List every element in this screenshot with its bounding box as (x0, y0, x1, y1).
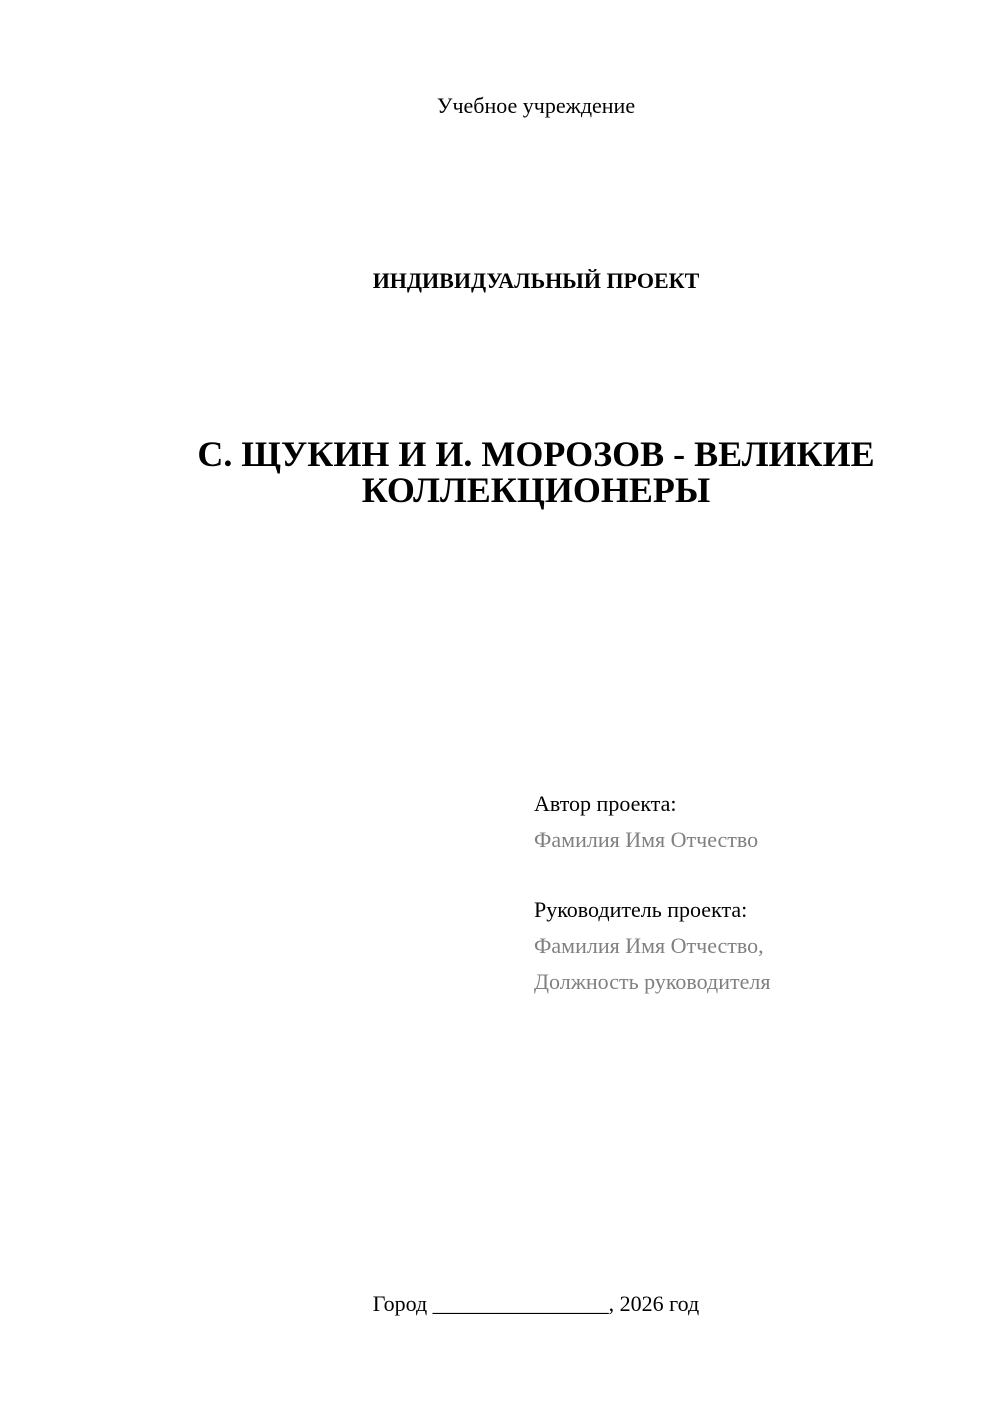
city-year-footer: Город ________________, 2026 год (372, 1291, 700, 1316)
project-title (120, 436, 952, 508)
supervisor-name: Фамилия Имя Отчество, (534, 933, 764, 958)
supervisor-label: Руководитель проекта: (534, 897, 748, 922)
author-block (534, 786, 954, 858)
author-label: Автор проекта: (534, 791, 677, 816)
project-title-line-1: С. ЩУКИН И И. МОРОЗОВ - ВЕЛИКИЕ (197, 434, 875, 474)
project-type-heading: ИНДИВИДУАЛЬНЫЙ ПРОЕКТ (372, 268, 700, 293)
author-name: Фамилия Имя Отчество (534, 827, 759, 852)
institution-name: Учебное учреждение (436, 93, 636, 118)
supervisor-position: Должность руководителя (534, 969, 771, 994)
project-title-line-2: КОЛЛЕКЦИОНЕРЫ (361, 470, 711, 510)
supervisor-block (534, 892, 954, 1000)
